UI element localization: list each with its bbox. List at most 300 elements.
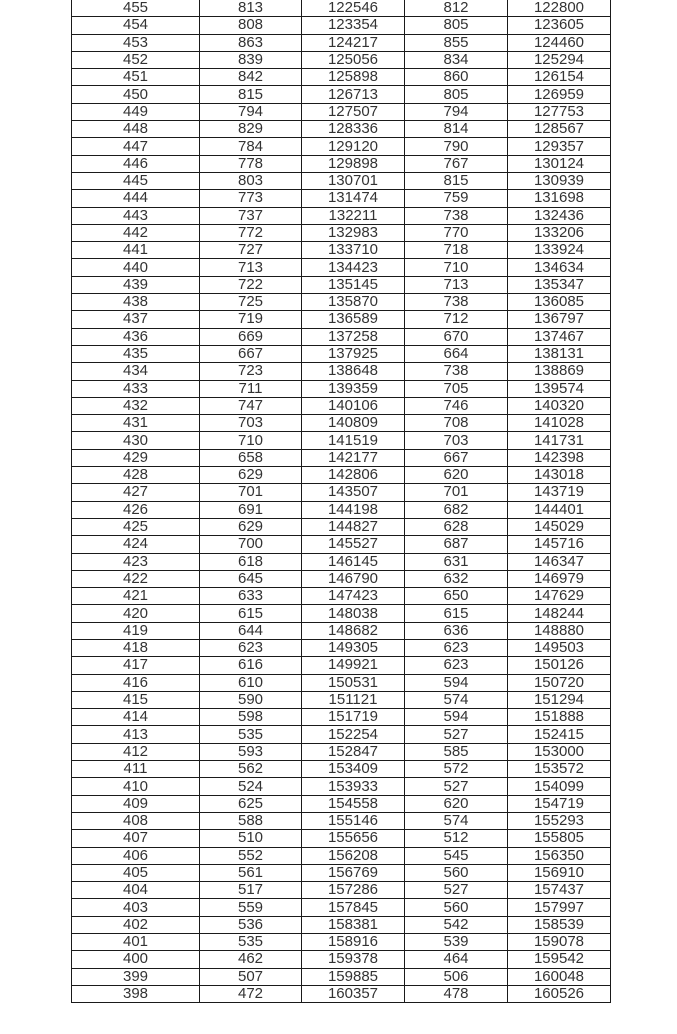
score-cell: 427 bbox=[72, 484, 200, 501]
count-b-cell: 790 bbox=[405, 138, 508, 155]
count-b-cell: 636 bbox=[405, 622, 508, 639]
cumulative-a-cell: 140106 bbox=[302, 397, 405, 414]
table-row bbox=[72, 916, 611, 933]
score-cell: 442 bbox=[72, 224, 200, 241]
score-cell: 452 bbox=[72, 51, 200, 68]
cumulative-b-cell: 160526 bbox=[508, 985, 611, 1002]
count-a-cell: 737 bbox=[200, 207, 302, 224]
score-cell: 436 bbox=[72, 328, 200, 345]
score-cell: 454 bbox=[72, 17, 200, 34]
score-cell: 426 bbox=[72, 501, 200, 518]
cumulative-b-cell: 145029 bbox=[508, 518, 611, 535]
cumulative-b-cell: 126154 bbox=[508, 69, 611, 86]
table-row bbox=[72, 657, 611, 674]
count-a-cell: 658 bbox=[200, 449, 302, 466]
count-b-cell: 527 bbox=[405, 882, 508, 899]
table-row bbox=[72, 51, 611, 68]
table-row bbox=[72, 691, 611, 708]
count-a-cell: 725 bbox=[200, 294, 302, 311]
table-row bbox=[72, 467, 611, 484]
score-cell: 422 bbox=[72, 570, 200, 587]
table-row bbox=[72, 761, 611, 778]
table-row bbox=[72, 605, 611, 622]
cumulative-b-cell: 130124 bbox=[508, 155, 611, 172]
count-a-cell: 590 bbox=[200, 691, 302, 708]
count-b-cell: 814 bbox=[405, 121, 508, 138]
count-a-cell: 863 bbox=[200, 34, 302, 51]
cumulative-a-cell: 126713 bbox=[302, 86, 405, 103]
count-b-cell: 805 bbox=[405, 17, 508, 34]
count-b-cell: 542 bbox=[405, 916, 508, 933]
score-cell: 440 bbox=[72, 259, 200, 276]
cumulative-a-cell: 146145 bbox=[302, 553, 405, 570]
score-cell: 437 bbox=[72, 311, 200, 328]
count-a-cell: 703 bbox=[200, 415, 302, 432]
table-row bbox=[72, 830, 611, 847]
table-row bbox=[72, 968, 611, 985]
score-cell: 400 bbox=[72, 951, 200, 968]
score-cell: 403 bbox=[72, 899, 200, 916]
count-a-cell: 719 bbox=[200, 311, 302, 328]
table-row bbox=[72, 86, 611, 103]
count-b-cell: 539 bbox=[405, 934, 508, 951]
count-a-cell: 727 bbox=[200, 242, 302, 259]
table-row bbox=[72, 812, 611, 829]
count-a-cell: 723 bbox=[200, 363, 302, 380]
count-b-cell: 670 bbox=[405, 328, 508, 345]
table-row bbox=[72, 103, 611, 120]
score-cell: 449 bbox=[72, 103, 200, 120]
cumulative-a-cell: 152847 bbox=[302, 743, 405, 760]
score-distribution-table bbox=[71, 0, 611, 1003]
cumulative-b-cell: 141028 bbox=[508, 415, 611, 432]
count-a-cell: 747 bbox=[200, 397, 302, 414]
cumulative-b-cell: 148244 bbox=[508, 605, 611, 622]
table-row bbox=[72, 778, 611, 795]
count-b-cell: 860 bbox=[405, 69, 508, 86]
cumulative-b-cell: 159542 bbox=[508, 951, 611, 968]
table-row bbox=[72, 207, 611, 224]
cumulative-a-cell: 150531 bbox=[302, 674, 405, 691]
count-a-cell: 778 bbox=[200, 155, 302, 172]
cumulative-a-cell: 122546 bbox=[302, 0, 405, 17]
count-b-cell: 464 bbox=[405, 951, 508, 968]
count-b-cell: 615 bbox=[405, 605, 508, 622]
score-cell: 411 bbox=[72, 761, 200, 778]
score-cell: 413 bbox=[72, 726, 200, 743]
count-b-cell: 512 bbox=[405, 830, 508, 847]
cumulative-b-cell: 137467 bbox=[508, 328, 611, 345]
cumulative-a-cell: 130701 bbox=[302, 172, 405, 189]
count-b-cell: 594 bbox=[405, 709, 508, 726]
score-cell: 416 bbox=[72, 674, 200, 691]
cumulative-a-cell: 155146 bbox=[302, 812, 405, 829]
cumulative-b-cell: 124460 bbox=[508, 34, 611, 51]
cumulative-a-cell: 132211 bbox=[302, 207, 405, 224]
table-body bbox=[72, 0, 611, 1003]
cumulative-a-cell: 157286 bbox=[302, 882, 405, 899]
count-a-cell: 472 bbox=[200, 985, 302, 1002]
count-b-cell: 631 bbox=[405, 553, 508, 570]
score-cell: 424 bbox=[72, 536, 200, 553]
cumulative-b-cell: 127753 bbox=[508, 103, 611, 120]
cumulative-b-cell: 158539 bbox=[508, 916, 611, 933]
table-row bbox=[72, 224, 611, 241]
count-a-cell: 645 bbox=[200, 570, 302, 587]
count-b-cell: 738 bbox=[405, 294, 508, 311]
table-row bbox=[72, 882, 611, 899]
score-cell: 401 bbox=[72, 934, 200, 951]
count-b-cell: 664 bbox=[405, 345, 508, 362]
table-row bbox=[72, 276, 611, 293]
table-row bbox=[72, 294, 611, 311]
count-a-cell: 562 bbox=[200, 761, 302, 778]
table-row bbox=[72, 190, 611, 207]
cumulative-b-cell: 136085 bbox=[508, 294, 611, 311]
cumulative-b-cell: 155293 bbox=[508, 812, 611, 829]
cumulative-a-cell: 153409 bbox=[302, 761, 405, 778]
cumulative-b-cell: 149503 bbox=[508, 639, 611, 656]
count-a-cell: 629 bbox=[200, 518, 302, 535]
count-b-cell: 620 bbox=[405, 467, 508, 484]
cumulative-b-cell: 132436 bbox=[508, 207, 611, 224]
score-cell: 409 bbox=[72, 795, 200, 812]
count-b-cell: 794 bbox=[405, 103, 508, 120]
table-row bbox=[72, 518, 611, 535]
cumulative-a-cell: 131474 bbox=[302, 190, 405, 207]
count-b-cell: 623 bbox=[405, 639, 508, 656]
table-row bbox=[72, 363, 611, 380]
count-a-cell: 507 bbox=[200, 968, 302, 985]
cumulative-a-cell: 141519 bbox=[302, 432, 405, 449]
count-b-cell: 855 bbox=[405, 34, 508, 51]
table-row bbox=[72, 536, 611, 553]
cumulative-a-cell: 145527 bbox=[302, 536, 405, 553]
count-b-cell: 560 bbox=[405, 864, 508, 881]
cumulative-b-cell: 155805 bbox=[508, 830, 611, 847]
cumulative-a-cell: 136589 bbox=[302, 311, 405, 328]
cumulative-a-cell: 135145 bbox=[302, 276, 405, 293]
count-a-cell: 691 bbox=[200, 501, 302, 518]
cumulative-a-cell: 146790 bbox=[302, 570, 405, 587]
count-b-cell: 572 bbox=[405, 761, 508, 778]
cumulative-b-cell: 145716 bbox=[508, 536, 611, 553]
cumulative-b-cell: 138869 bbox=[508, 363, 611, 380]
table-row bbox=[72, 311, 611, 328]
score-cell: 450 bbox=[72, 86, 200, 103]
score-cell: 430 bbox=[72, 432, 200, 449]
count-a-cell: 794 bbox=[200, 103, 302, 120]
cumulative-a-cell: 151121 bbox=[302, 691, 405, 708]
count-a-cell: 618 bbox=[200, 553, 302, 570]
table-row bbox=[72, 155, 611, 172]
cumulative-a-cell: 154558 bbox=[302, 795, 405, 812]
score-cell: 429 bbox=[72, 449, 200, 466]
score-cell: 419 bbox=[72, 622, 200, 639]
cumulative-a-cell: 160357 bbox=[302, 985, 405, 1002]
table-row bbox=[72, 69, 611, 86]
count-a-cell: 598 bbox=[200, 709, 302, 726]
count-b-cell: 746 bbox=[405, 397, 508, 414]
cumulative-a-cell: 152254 bbox=[302, 726, 405, 743]
score-cell: 398 bbox=[72, 985, 200, 1002]
cumulative-a-cell: 148682 bbox=[302, 622, 405, 639]
table-row bbox=[72, 553, 611, 570]
count-b-cell: 805 bbox=[405, 86, 508, 103]
cumulative-b-cell: 133206 bbox=[508, 224, 611, 241]
count-b-cell: 574 bbox=[405, 812, 508, 829]
count-a-cell: 593 bbox=[200, 743, 302, 760]
score-cell: 432 bbox=[72, 397, 200, 414]
count-a-cell: 711 bbox=[200, 380, 302, 397]
count-a-cell: 535 bbox=[200, 934, 302, 951]
table-row bbox=[72, 864, 611, 881]
score-cell: 435 bbox=[72, 345, 200, 362]
cumulative-a-cell: 124217 bbox=[302, 34, 405, 51]
cumulative-a-cell: 158916 bbox=[302, 934, 405, 951]
cumulative-b-cell: 139574 bbox=[508, 380, 611, 397]
cumulative-b-cell: 144401 bbox=[508, 501, 611, 518]
count-b-cell: 527 bbox=[405, 726, 508, 743]
cumulative-a-cell: 144827 bbox=[302, 518, 405, 535]
score-cell: 434 bbox=[72, 363, 200, 380]
cumulative-b-cell: 123605 bbox=[508, 17, 611, 34]
cumulative-b-cell: 150720 bbox=[508, 674, 611, 691]
cumulative-b-cell: 159078 bbox=[508, 934, 611, 951]
score-cell: 423 bbox=[72, 553, 200, 570]
count-a-cell: 552 bbox=[200, 847, 302, 864]
cumulative-b-cell: 148880 bbox=[508, 622, 611, 639]
cumulative-a-cell: 133710 bbox=[302, 242, 405, 259]
score-cell: 448 bbox=[72, 121, 200, 138]
cumulative-a-cell: 148038 bbox=[302, 605, 405, 622]
table-row bbox=[72, 138, 611, 155]
count-b-cell: 594 bbox=[405, 674, 508, 691]
count-b-cell: 628 bbox=[405, 518, 508, 535]
cumulative-b-cell: 150126 bbox=[508, 657, 611, 674]
count-b-cell: 759 bbox=[405, 190, 508, 207]
score-cell: 404 bbox=[72, 882, 200, 899]
cumulative-b-cell: 136797 bbox=[508, 311, 611, 328]
count-a-cell: 633 bbox=[200, 588, 302, 605]
score-cell: 425 bbox=[72, 518, 200, 535]
cumulative-b-cell: 126959 bbox=[508, 86, 611, 103]
count-a-cell: 808 bbox=[200, 17, 302, 34]
table-row bbox=[72, 570, 611, 587]
cumulative-a-cell: 138648 bbox=[302, 363, 405, 380]
score-cell: 431 bbox=[72, 415, 200, 432]
cumulative-b-cell: 133924 bbox=[508, 242, 611, 259]
cumulative-b-cell: 157997 bbox=[508, 899, 611, 916]
score-cell: 420 bbox=[72, 605, 200, 622]
count-b-cell: 560 bbox=[405, 899, 508, 916]
count-a-cell: 625 bbox=[200, 795, 302, 812]
cumulative-b-cell: 140320 bbox=[508, 397, 611, 414]
count-a-cell: 616 bbox=[200, 657, 302, 674]
count-b-cell: 712 bbox=[405, 311, 508, 328]
cumulative-b-cell: 128567 bbox=[508, 121, 611, 138]
score-cell: 428 bbox=[72, 467, 200, 484]
count-b-cell: 667 bbox=[405, 449, 508, 466]
count-b-cell: 812 bbox=[405, 0, 508, 17]
table-row bbox=[72, 674, 611, 691]
count-b-cell: 506 bbox=[405, 968, 508, 985]
cumulative-a-cell: 155656 bbox=[302, 830, 405, 847]
count-a-cell: 667 bbox=[200, 345, 302, 362]
table-row bbox=[72, 172, 611, 189]
cumulative-a-cell: 159378 bbox=[302, 951, 405, 968]
table-row bbox=[72, 622, 611, 639]
cumulative-b-cell: 122800 bbox=[508, 0, 611, 17]
count-b-cell: 623 bbox=[405, 657, 508, 674]
cumulative-a-cell: 128336 bbox=[302, 121, 405, 138]
count-b-cell: 767 bbox=[405, 155, 508, 172]
cumulative-b-cell: 153572 bbox=[508, 761, 611, 778]
count-b-cell: 682 bbox=[405, 501, 508, 518]
cumulative-b-cell: 154719 bbox=[508, 795, 611, 812]
cumulative-b-cell: 142398 bbox=[508, 449, 611, 466]
count-a-cell: 722 bbox=[200, 276, 302, 293]
score-cell: 447 bbox=[72, 138, 200, 155]
count-a-cell: 588 bbox=[200, 812, 302, 829]
count-a-cell: 829 bbox=[200, 121, 302, 138]
count-a-cell: 842 bbox=[200, 69, 302, 86]
count-b-cell: 650 bbox=[405, 588, 508, 605]
score-cell: 412 bbox=[72, 743, 200, 760]
table-row bbox=[72, 639, 611, 656]
table-row bbox=[72, 449, 611, 466]
table-row bbox=[72, 709, 611, 726]
count-b-cell: 545 bbox=[405, 847, 508, 864]
score-cell: 445 bbox=[72, 172, 200, 189]
score-cell: 408 bbox=[72, 812, 200, 829]
count-a-cell: 559 bbox=[200, 899, 302, 916]
cumulative-a-cell: 157845 bbox=[302, 899, 405, 916]
count-a-cell: 701 bbox=[200, 484, 302, 501]
cumulative-b-cell: 141731 bbox=[508, 432, 611, 449]
cumulative-b-cell: 146979 bbox=[508, 570, 611, 587]
cumulative-a-cell: 151719 bbox=[302, 709, 405, 726]
score-cell: 418 bbox=[72, 639, 200, 656]
score-cell: 415 bbox=[72, 691, 200, 708]
count-a-cell: 813 bbox=[200, 0, 302, 17]
cumulative-b-cell: 138131 bbox=[508, 345, 611, 362]
table-row bbox=[72, 121, 611, 138]
count-b-cell: 620 bbox=[405, 795, 508, 812]
count-b-cell: 815 bbox=[405, 172, 508, 189]
score-cell: 433 bbox=[72, 380, 200, 397]
table-row bbox=[72, 985, 611, 1002]
count-a-cell: 815 bbox=[200, 86, 302, 103]
table-row bbox=[72, 951, 611, 968]
count-a-cell: 615 bbox=[200, 605, 302, 622]
count-b-cell: 632 bbox=[405, 570, 508, 587]
count-b-cell: 738 bbox=[405, 207, 508, 224]
cumulative-a-cell: 140809 bbox=[302, 415, 405, 432]
score-cell: 406 bbox=[72, 847, 200, 864]
count-a-cell: 536 bbox=[200, 916, 302, 933]
score-cell: 441 bbox=[72, 242, 200, 259]
table-row bbox=[72, 17, 611, 34]
count-a-cell: 510 bbox=[200, 830, 302, 847]
cumulative-a-cell: 149921 bbox=[302, 657, 405, 674]
table-row bbox=[72, 34, 611, 51]
score-cell: 399 bbox=[72, 968, 200, 985]
score-cell: 417 bbox=[72, 657, 200, 674]
count-b-cell: 574 bbox=[405, 691, 508, 708]
cumulative-b-cell: 129357 bbox=[508, 138, 611, 155]
score-cell: 455 bbox=[72, 0, 200, 17]
count-b-cell: 585 bbox=[405, 743, 508, 760]
cumulative-b-cell: 135347 bbox=[508, 276, 611, 293]
cumulative-b-cell: 151294 bbox=[508, 691, 611, 708]
count-a-cell: 773 bbox=[200, 190, 302, 207]
cumulative-a-cell: 132983 bbox=[302, 224, 405, 241]
score-cell: 414 bbox=[72, 709, 200, 726]
count-a-cell: 839 bbox=[200, 51, 302, 68]
count-a-cell: 713 bbox=[200, 259, 302, 276]
count-b-cell: 708 bbox=[405, 415, 508, 432]
table-row bbox=[72, 432, 611, 449]
cumulative-a-cell: 139359 bbox=[302, 380, 405, 397]
score-cell: 451 bbox=[72, 69, 200, 86]
table-row bbox=[72, 588, 611, 605]
count-a-cell: 610 bbox=[200, 674, 302, 691]
cumulative-b-cell: 131698 bbox=[508, 190, 611, 207]
count-a-cell: 462 bbox=[200, 951, 302, 968]
table-row bbox=[72, 397, 611, 414]
count-a-cell: 710 bbox=[200, 432, 302, 449]
table-row bbox=[72, 847, 611, 864]
count-b-cell: 701 bbox=[405, 484, 508, 501]
table-row bbox=[72, 328, 611, 345]
score-cell: 421 bbox=[72, 588, 200, 605]
table-row bbox=[72, 501, 611, 518]
cumulative-a-cell: 156208 bbox=[302, 847, 405, 864]
cumulative-a-cell: 159885 bbox=[302, 968, 405, 985]
count-b-cell: 705 bbox=[405, 380, 508, 397]
cumulative-a-cell: 125898 bbox=[302, 69, 405, 86]
count-a-cell: 524 bbox=[200, 778, 302, 795]
count-a-cell: 784 bbox=[200, 138, 302, 155]
count-b-cell: 703 bbox=[405, 432, 508, 449]
score-cell: 410 bbox=[72, 778, 200, 795]
count-b-cell: 710 bbox=[405, 259, 508, 276]
count-a-cell: 561 bbox=[200, 864, 302, 881]
cumulative-b-cell: 143719 bbox=[508, 484, 611, 501]
count-a-cell: 644 bbox=[200, 622, 302, 639]
cumulative-b-cell: 151888 bbox=[508, 709, 611, 726]
score-cell: 407 bbox=[72, 830, 200, 847]
table-row bbox=[72, 934, 611, 951]
cumulative-a-cell: 144198 bbox=[302, 501, 405, 518]
cumulative-a-cell: 153933 bbox=[302, 778, 405, 795]
cumulative-b-cell: 156350 bbox=[508, 847, 611, 864]
cumulative-a-cell: 129120 bbox=[302, 138, 405, 155]
cumulative-a-cell: 125056 bbox=[302, 51, 405, 68]
cumulative-b-cell: 147629 bbox=[508, 588, 611, 605]
count-b-cell: 687 bbox=[405, 536, 508, 553]
cumulative-a-cell: 137925 bbox=[302, 345, 405, 362]
count-a-cell: 517 bbox=[200, 882, 302, 899]
count-a-cell: 669 bbox=[200, 328, 302, 345]
score-cell: 402 bbox=[72, 916, 200, 933]
score-cell: 405 bbox=[72, 864, 200, 881]
cumulative-b-cell: 160048 bbox=[508, 968, 611, 985]
count-a-cell: 772 bbox=[200, 224, 302, 241]
table-row bbox=[72, 899, 611, 916]
cumulative-a-cell: 142806 bbox=[302, 467, 405, 484]
